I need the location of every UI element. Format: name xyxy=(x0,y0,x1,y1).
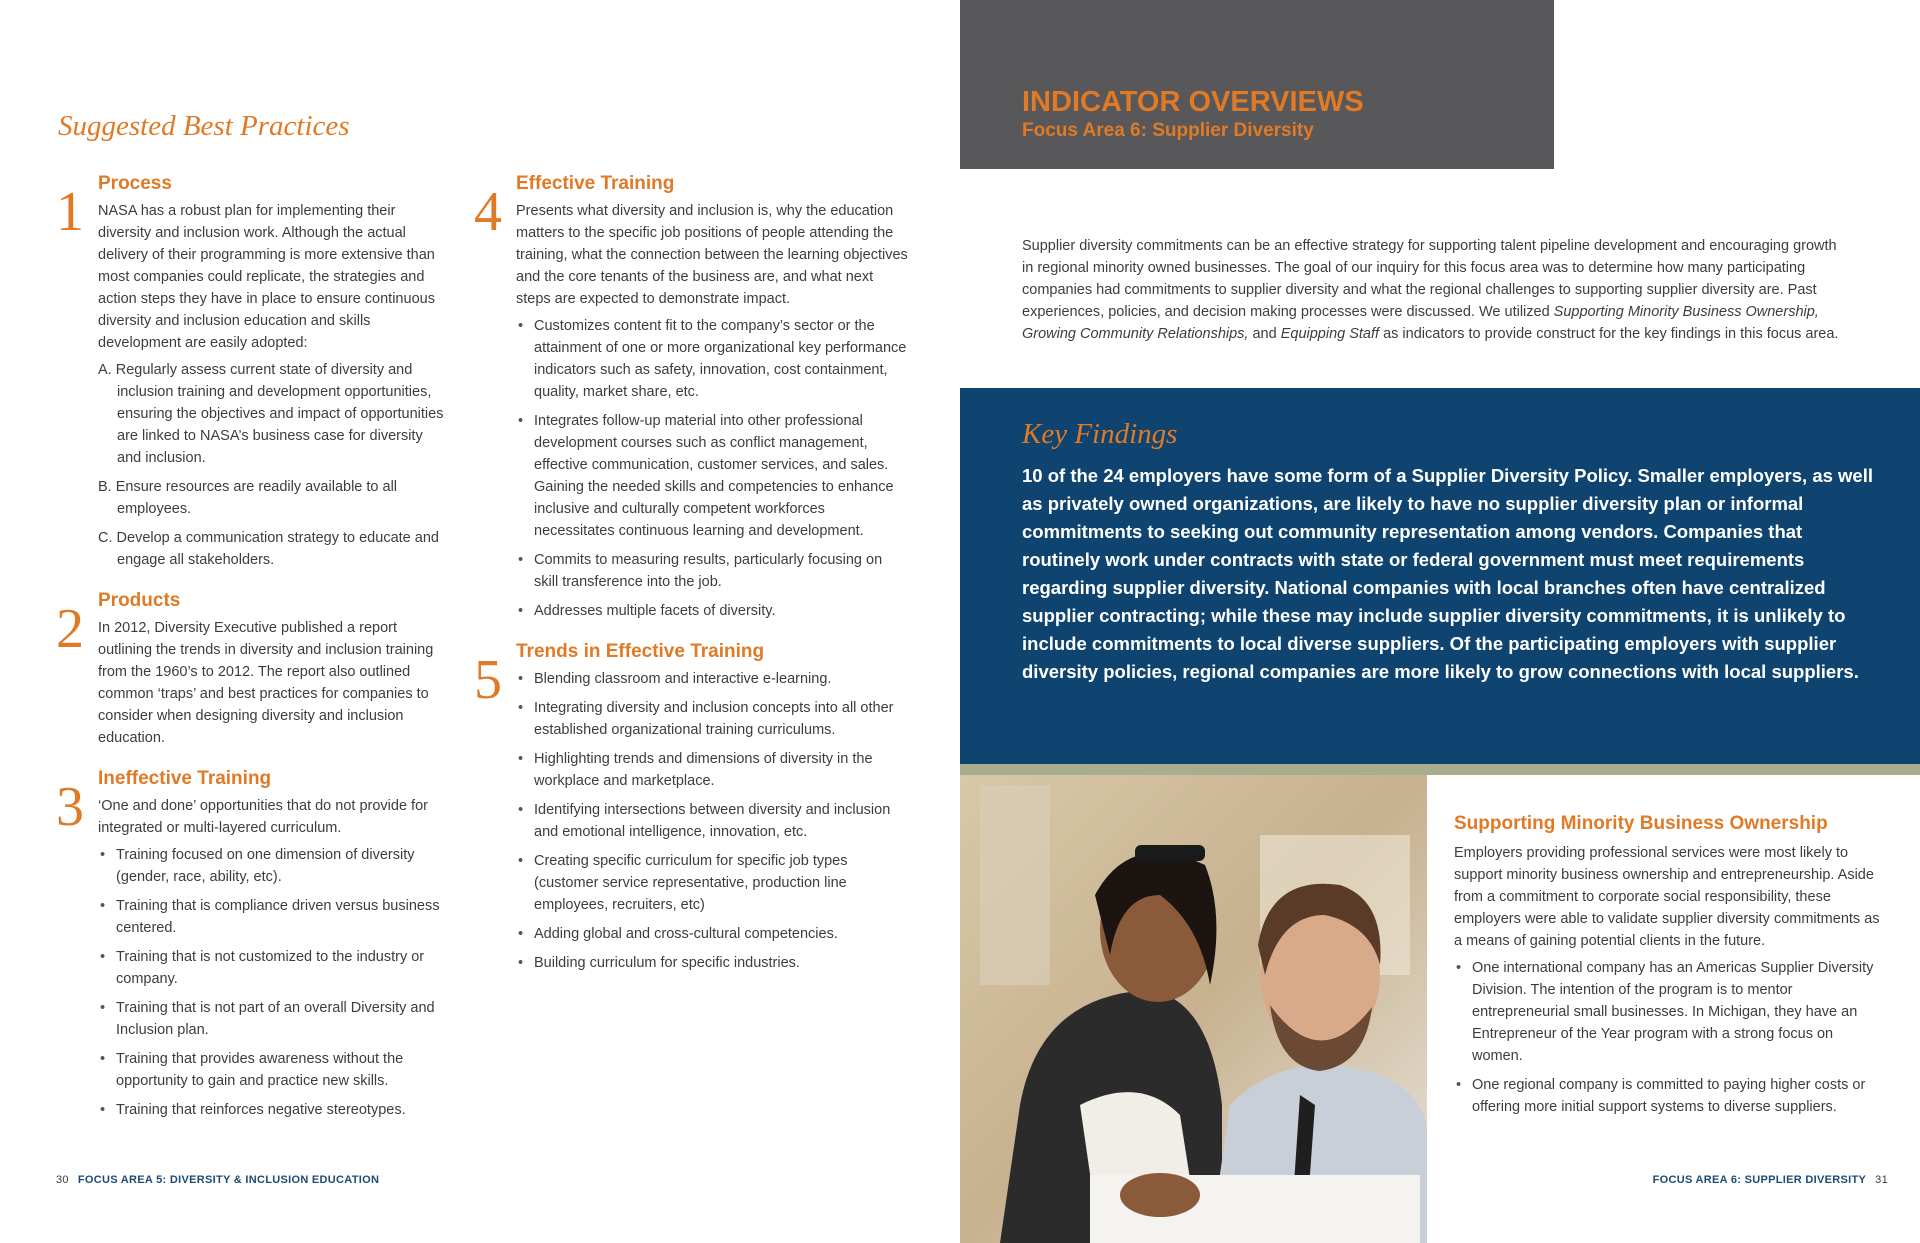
section-body: ‘One and done’ opportunities that do not provide for integrated or multi-layered curriculum. xyxy=(98,798,428,836)
best-practices-title: Suggested Best Practices xyxy=(58,110,350,142)
section-number: 3 xyxy=(56,776,84,838)
intro-emphasis: Equipping Staff xyxy=(1280,326,1380,342)
list-item: • Building curriculum for specific industries. xyxy=(516,952,908,974)
coworkers-photo xyxy=(960,775,1427,1243)
bullet-list xyxy=(98,844,445,1121)
section-effective-training xyxy=(468,172,908,622)
focus-area-subtitle: Focus Area 6: Supplier Diversity xyxy=(1022,120,1314,141)
right-page xyxy=(960,0,1920,1243)
key-findings-title: Key Findings xyxy=(1022,418,1178,450)
list-item: • Blending classroom and interactive e-learning. xyxy=(516,668,908,690)
list-item: • Addresses multiple facets of diversity. xyxy=(516,600,908,622)
list-item: B. Ensure resources are readily available to all employees. xyxy=(98,479,398,517)
footer-label: FOCUS AREA 6: SUPPLIER DIVERSITY xyxy=(1652,1174,1867,1186)
indicator-overviews-title: INDICATOR OVERVIEWS xyxy=(1022,86,1364,118)
section-products xyxy=(50,589,445,749)
list-item: • Training that is not customized to the industry or company. xyxy=(98,946,445,990)
list-item: C. Develop a communication strategy to educate and engage all stakeholders. xyxy=(98,530,439,568)
intro-emphasis: Supporting Minority Business Ownership, Growing Community Relationships, xyxy=(1022,304,1819,342)
divider-bar xyxy=(960,764,1920,775)
supporting-minority-business-section xyxy=(1454,812,1884,1125)
section-number: 4 xyxy=(474,181,502,243)
list-item: • Training that is not part of an overall Diversity and Inclusion plan. xyxy=(98,997,445,1041)
bullet-list xyxy=(516,315,908,622)
intro-paragraph xyxy=(1022,235,1847,345)
middle-column xyxy=(468,172,908,992)
section-body: Presents what diversity and inclusion is, why the education matters to the specific job positions of people attending the training, what the connection between the learning objectives and the core tenants of the business are, and what next steps are expected to demonstrate impact. xyxy=(516,203,908,307)
section-body: In 2012, Diversity Executive published a report outlining the trends in diversity and inclusion training from the 1960’s to 2012. The report also outlined common ‘traps’ and best practices for companies to consider when designing diversity and inclusion education. xyxy=(98,620,434,746)
footer-label: FOCUS AREA 5: DIVERSITY & INCLUSION EDUCATION xyxy=(77,1174,380,1186)
bullet-list xyxy=(1454,957,1884,1118)
left-footer xyxy=(56,1174,379,1186)
list-item: • Creating specific curriculum for specific job types (customer service representative, production line employees, recruiters, etc) xyxy=(516,850,908,916)
section-number: 5 xyxy=(474,649,502,711)
key-findings-text: 10 of the 24 employers have some form of a Supplier Diversity Policy. Smaller employers, as well as privately owned organizations, are likely to have no supplier diversity plan or informal commitments to seeking out community representation among vendors. Companies that routinely work under contracts with state or federal government must meet requirements regarding supplier diversity. National companies with local branches often have centralized supplier contracting; while these may include supplier diversity commitments, it is unlikely to include commitments to local diverse suppliers. Of the participating employers with supplier diversity policies, regional companies are more likely to grow connections with local suppliers. xyxy=(1022,465,1873,682)
page-number: 30 xyxy=(56,1174,69,1186)
section-number: 1 xyxy=(56,181,84,243)
list-item: • Identifying intersections between diversity and inclusion and emotional intelligence, innovation, etc. xyxy=(516,799,908,843)
section-body: NASA has a robust plan for implementing their diversity and inclusion work. Although the actual delivery of their programming is more extensive than most companies could replicate, the strategies and action steps they have in place to ensure continuous diversity and inclusion education and skills development are easily adopted: xyxy=(98,203,435,351)
section-trends xyxy=(468,640,908,974)
right-footer xyxy=(1653,1174,1888,1186)
smb-body: Employers providing professional services were most likely to support minority business ownership and entrepreneurship. Aside from a commitment to corporate social responsibility, these employers were able to validate supplier diversity commitments as a means of gaining potential clients in the future. xyxy=(1454,845,1880,949)
list-item: • Training that provides awareness without the opportunity to gain and practice new skills. xyxy=(98,1048,445,1092)
intro-text: and xyxy=(1248,326,1281,342)
list-item: • One regional company is committed to paying higher costs or offering more initial support systems to diverse suppliers. xyxy=(1454,1074,1884,1118)
section-heading: Products xyxy=(98,590,181,611)
list-item: • Integrating diversity and inclusion concepts into all other established organizational training curriculums. xyxy=(516,697,908,741)
header-box xyxy=(960,0,1554,169)
list-item: • Training that reinforces negative stereotypes. xyxy=(98,1099,445,1121)
page-number: 31 xyxy=(1875,1174,1888,1186)
bullet-list xyxy=(516,668,908,974)
list-item: • Adding global and cross-cultural competencies. xyxy=(516,923,908,945)
section-heading: Trends in Effective Training xyxy=(516,641,765,662)
smb-heading: Supporting Minority Business Ownership xyxy=(1454,813,1828,834)
left-column xyxy=(50,172,445,1139)
list-item: A. Regularly assess current state of diversity and inclusion training and development opportunities, ensuring the objectives and impact of opportunities are linked to NASA’s business case for diversity and inclusion. xyxy=(98,362,444,466)
intro-text: Supplier diversity commitments can be an effective strategy for supporting talent pipeline development and encouraging growth in regional minority owned businesses. The goal of our inquiry for this focus area was to determine how many participating companies had commitments to supplier diversity and what the regional challenges to supporting supplier diversity are. Past experiences, policies, and decision making processes were discussed. We utilized xyxy=(1022,238,1837,320)
list-item: • Training that is compliance driven versus business centered. xyxy=(98,895,445,939)
list-item: • Integrates follow-up material into other professional development courses such as conflict management, effective communication, customer services, and sales. Gaining the needed skills and competencies to enhance inclusive and culturally competent workforces necessitates continuous learning and development. xyxy=(516,410,908,542)
section-number: 2 xyxy=(56,598,84,660)
list-item: • Training focused on one dimension of diversity (gender, race, ability, etc). xyxy=(98,844,445,888)
list-item: • One international company has an Americas Supplier Diversity Division. The intention of the program is to mentor entrepreneurial small businesses. In Michigan, they have an Entrepreneur of the Year program with a strong focus on women. xyxy=(1454,957,1884,1067)
action-list xyxy=(98,359,445,571)
section-heading: Ineffective Training xyxy=(98,768,272,789)
list-item: • Customizes content fit to the company’s sector or the attainment of one or more organizational key performance indicators such as safety, innovation, cost containment, quality, market share, etc. xyxy=(516,315,908,403)
intro-text: as indicators to provide construct for the key findings in this focus area. xyxy=(1379,326,1839,342)
list-item: • Highlighting trends and dimensions of diversity in the workplace and marketplace. xyxy=(516,748,908,792)
list-item: • Commits to measuring results, particularly focusing on skill transference into the job. xyxy=(516,549,908,593)
section-ineffective-training xyxy=(50,767,445,1121)
section-heading: Effective Training xyxy=(516,173,675,194)
section-heading: Process xyxy=(98,173,172,194)
section-process xyxy=(50,172,445,571)
